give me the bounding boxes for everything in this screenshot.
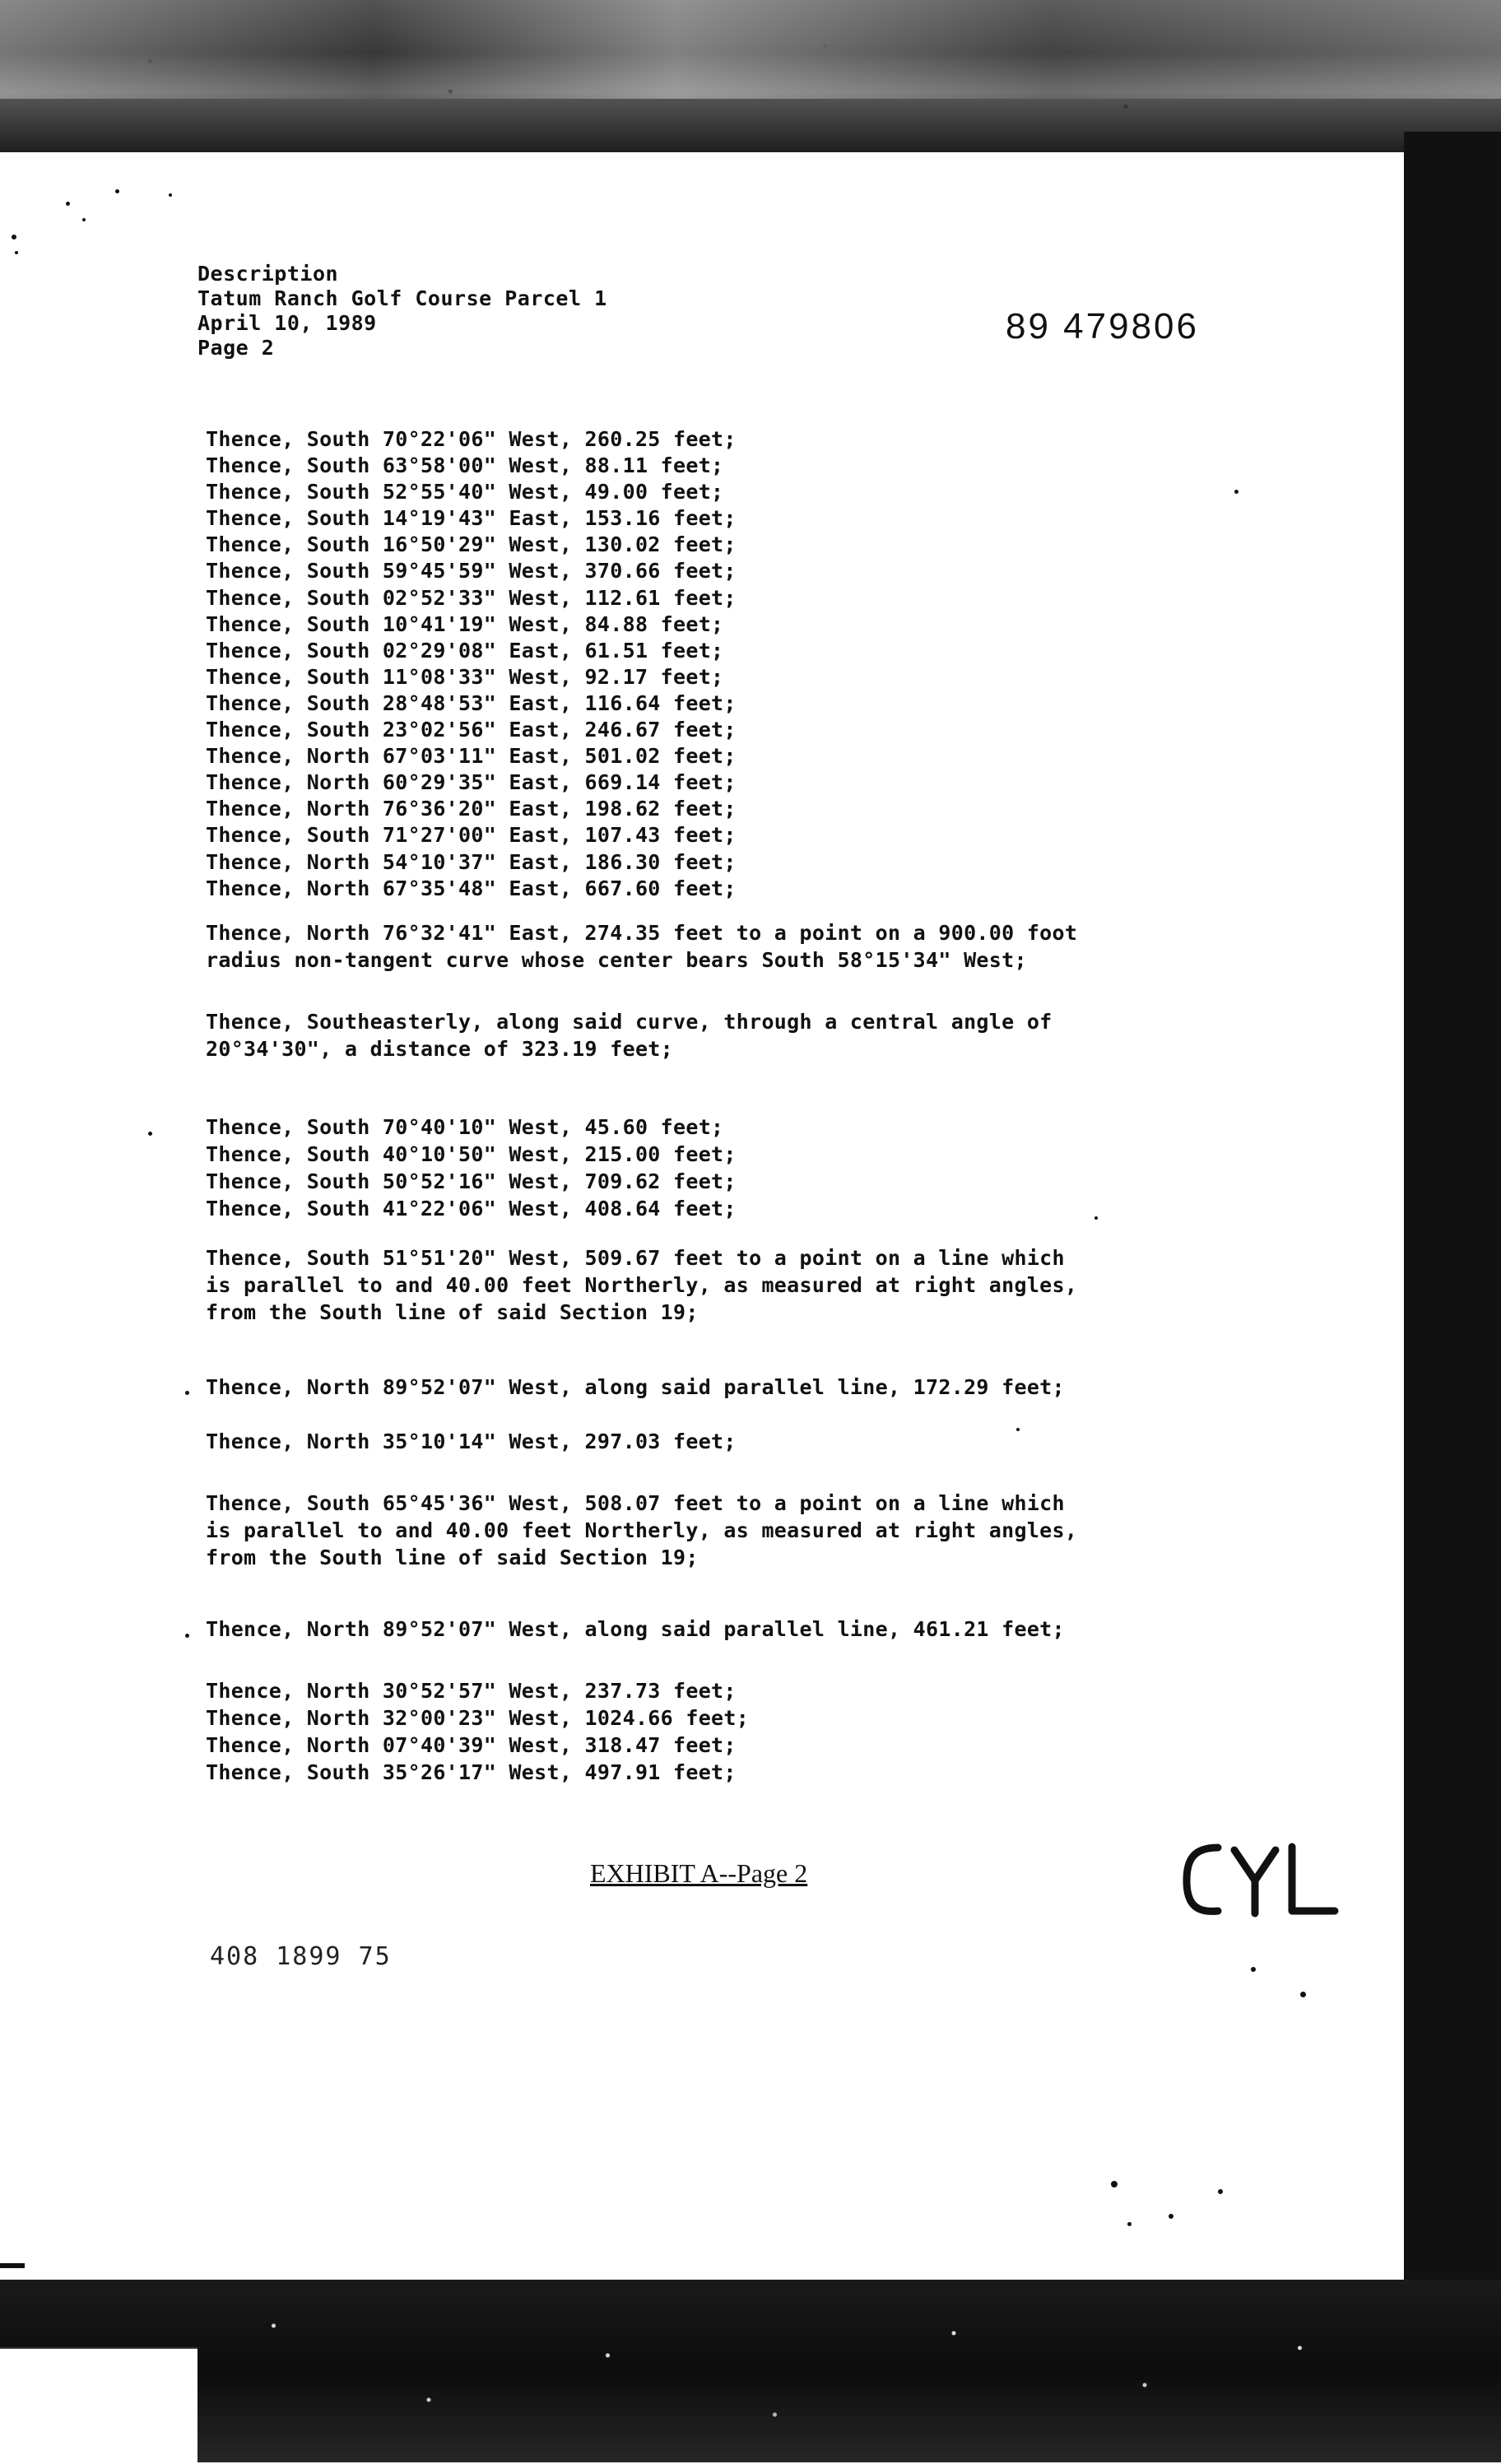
scan-speck: [1169, 2214, 1173, 2219]
scan-bottom-specks: [214, 2296, 1407, 2444]
paragraph-line: 20°34'30", a distance of 323.19 feet;: [206, 1037, 673, 1061]
course-line: Thence, North 67°03'11" East, 501.02 feet;: [206, 744, 737, 769]
course-line: Thence, North 54°10'37" East, 186.30 feet;: [206, 849, 737, 874]
course-line: Thence, North 67°35'48" East, 667.60 feet;: [206, 876, 737, 900]
handwritten-initials: [1177, 1835, 1341, 1926]
scan-speck: [1127, 2222, 1132, 2226]
course-line: Thence, South 41°22'06" West, 408.64 feet;: [206, 1197, 737, 1220]
scan-speck: [82, 218, 86, 221]
scan-top-highlight: [0, 0, 1501, 99]
scan-right-edge: [1404, 132, 1501, 2304]
course-line: Thence, North 76°36'20" East, 198.62 feet;: [206, 797, 737, 821]
course-line: Thence, South 52°55'40" West, 49.00 feet;: [206, 480, 724, 504]
course-line: Thence, South 71°27'00" East, 107.43 feet;: [206, 823, 737, 848]
scan-speck: [1111, 2181, 1118, 2187]
scan-speck: [12, 235, 16, 239]
courses-list-1: [206, 426, 737, 902]
parallel-line-paragraph-1: [206, 1244, 1077, 1326]
parallel-course-1: Thence, North 89°52'07" West, along said parallel line, 172.29 feet;: [206, 1375, 1065, 1399]
parallel-course-2: Thence, North 89°52'07" West, along said parallel line, 461.21 feet;: [206, 1617, 1065, 1641]
document-header: [198, 262, 607, 360]
paragraph-line: Thence, South 51°51'20" West, 509.67 feet to a point on a line which: [206, 1246, 1065, 1270]
course-line: Thence, South 02°29'08" East, 61.51 feet;: [206, 638, 724, 662]
paragraph-line: Thence, North 76°32'41" East, 274.35 feet to a point on a 900.00 foot: [206, 921, 1078, 945]
header-description: Description: [198, 262, 339, 286]
course-line: Thence, South 28°48'53" East, 116.64 feet;: [206, 690, 737, 715]
paragraph-line: Thence, Southeasterly, along said curve, through a central angle of: [206, 1010, 1053, 1034]
scan-speck: [1234, 490, 1238, 494]
course-line: Thence, South 02°52'33" West, 112.61 feet;: [206, 585, 737, 610]
course-line: Thence, North 07°40'39" West, 318.47 feet;: [206, 1733, 737, 1757]
curve-arc-paragraph: [206, 1008, 1053, 1062]
courses-list-2: [206, 1113, 737, 1222]
scan-speck: [66, 202, 70, 206]
header-page: Page 2: [198, 336, 275, 360]
scan-speck: [169, 193, 172, 197]
course-line: Thence, North 32°00'23" West, 1024.66 feet;: [206, 1706, 750, 1730]
course-line: Thence, South 59°45'59" West, 370.66 feet;: [206, 559, 737, 583]
course-line: Thence, South 63°58'00" West, 88.11 feet;: [206, 453, 724, 478]
course-north-35: Thence, North 35°10'14" West, 297.03 feet;: [206, 1430, 737, 1453]
course-line: Thence, South 40°10'50" West, 215.00 feet;: [206, 1142, 737, 1166]
scan-bottom-corner: [0, 2347, 198, 2464]
course-line: Thence, South 11°08'33" West, 92.17 feet;: [206, 664, 724, 689]
scan-left-mark: [0, 2263, 25, 2268]
scan-speck: [1218, 2189, 1223, 2194]
course-line: Thence, South 35°26'17" West, 497.91 feet;: [206, 1760, 737, 1784]
scan-speck: [1016, 1428, 1020, 1431]
header-parcel-title: Tatum Ranch Golf Course Parcel 1: [198, 286, 607, 310]
paragraph-line: Thence, South 65°45'36" West, 508.07 feet to a point on a line which: [206, 1491, 1065, 1515]
curve-paragraph: [206, 919, 1077, 974]
course-line: Thence, South 50°52'16" West, 709.62 feet;: [206, 1169, 737, 1193]
course-line: Thence, South 23°02'56" East, 246.67 feet;: [206, 718, 737, 742]
header-date: April 10, 1989: [198, 311, 377, 335]
scan-speck: [15, 251, 18, 254]
course-line: Thence, North 30°52'57" West, 237.73 feet;: [206, 1679, 737, 1703]
course-line: Thence, North 60°29'35" East, 669.14 feet;: [206, 770, 737, 795]
paragraph-line: is parallel to and 40.00 feet Northerly, as measured at right angles,: [206, 1273, 1078, 1297]
scan-speck: [1094, 1216, 1098, 1220]
paragraph-line: is parallel to and 40.00 feet Northerly, as measured at right angles,: [206, 1518, 1078, 1542]
parallel-line-paragraph-2: [206, 1490, 1077, 1571]
course-line: Thence, South 70°22'06" West, 260.25 feet;: [206, 427, 737, 451]
course-line: Thence, South 14°19'43" East, 153.16 feet;: [206, 506, 737, 531]
scan-speck: [1300, 1992, 1306, 1997]
paragraph-line: from the South line of said Section 19;: [206, 1300, 699, 1324]
course-line: Thence, South 16°50'29" West, 130.02 feet;: [206, 532, 737, 557]
course-line: Thence, South 10°41'19" West, 84.88 feet;: [206, 611, 724, 636]
scan-speck: [115, 189, 119, 193]
courses-list-3: [206, 1677, 749, 1786]
paragraph-line: radius non-tangent curve whose center bears South 58°15'34" West;: [206, 948, 1027, 972]
scan-speck: [148, 1132, 152, 1136]
exhibit-label: EXHIBIT A--Page 2: [590, 1858, 808, 1888]
scan-speck: [185, 1391, 189, 1395]
course-line: Thence, South 70°40'10" West, 45.60 feet;: [206, 1115, 724, 1139]
scan-speck: [1251, 1967, 1256, 1972]
recording-stamp: 408 1899 75: [210, 1942, 392, 1971]
recording-number: 89 479806: [1006, 306, 1199, 346]
scan-speck: [185, 1634, 189, 1638]
paragraph-line: from the South line of said Section 19;: [206, 1546, 699, 1569]
